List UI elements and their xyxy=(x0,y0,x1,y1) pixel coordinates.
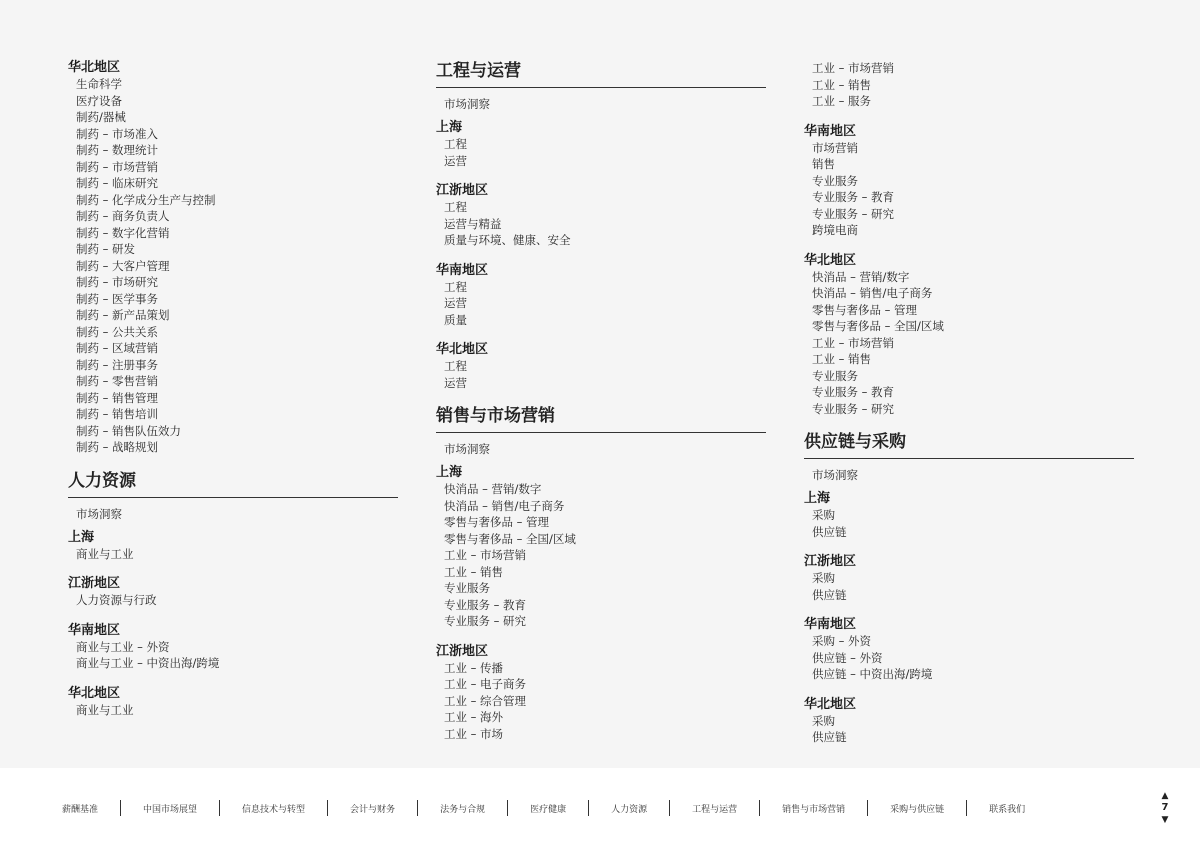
role-link[interactable]: 工业 – 市场营销 xyxy=(444,548,527,562)
role-link[interactable]: 制药 – 市场研究 xyxy=(76,275,159,289)
role-link[interactable]: 零售与奢侈品 – 管理 xyxy=(812,302,918,317)
role-link[interactable]: 商业与工业 – 中资出海/跨境 xyxy=(76,656,220,670)
role-link[interactable]: 人力资源与行政 xyxy=(76,593,157,607)
role-list xyxy=(68,76,398,456)
role-link[interactable]: 工程 xyxy=(444,359,467,373)
role-link[interactable]: 专业服务 – 教育 xyxy=(812,385,895,399)
region-title: 江浙地区 xyxy=(436,183,489,198)
role-link[interactable]: 制药 – 医学事务 xyxy=(76,291,159,306)
market-insight-link[interactable]: 市场洞察 xyxy=(812,468,858,482)
region-block xyxy=(68,686,398,719)
role-link[interactable]: 专业服务 – 研究 xyxy=(812,206,895,221)
region-block xyxy=(436,465,766,630)
footer-nav-item[interactable]: 人力资源 xyxy=(611,804,648,815)
role-link[interactable]: 工业 – 销售 xyxy=(444,564,504,579)
role-link[interactable]: 制药 – 市场准入 xyxy=(76,126,159,141)
role-link[interactable]: 商业与工业 xyxy=(76,546,134,561)
role-link[interactable]: 专业服务 xyxy=(444,581,490,595)
role-list xyxy=(436,481,766,630)
role-link[interactable]: 制药 – 战略规划 xyxy=(76,440,159,454)
region-block xyxy=(804,124,1134,239)
region-title: 华南地区 xyxy=(436,262,489,278)
role-link[interactable]: 工业 – 海外 xyxy=(444,710,504,724)
role-link[interactable]: 工程 xyxy=(444,279,467,294)
role-link[interactable]: 专业服务 – 教育 xyxy=(812,190,895,204)
footer-nav-item[interactable]: 采购与供应链 xyxy=(890,804,945,815)
role-list xyxy=(436,136,766,169)
role-list xyxy=(436,199,766,249)
role-link[interactable]: 采购 xyxy=(812,508,835,522)
footer-nav-item[interactable]: 法务与合规 xyxy=(440,804,486,815)
role-link[interactable]: 生命科学 xyxy=(76,77,122,91)
role-link[interactable]: 质量与环境、健康、安全 xyxy=(444,233,571,247)
region-title: 上海 xyxy=(436,120,463,135)
page-number: 7 xyxy=(1161,802,1169,813)
region-title: 上海 xyxy=(68,529,95,545)
role-link[interactable]: 制药/器械 xyxy=(76,110,126,124)
section-title: 销售与市场营销 xyxy=(436,405,766,433)
role-list xyxy=(804,507,1134,540)
role-list xyxy=(436,279,766,329)
role-link[interactable]: 快消品 – 营销/数字 xyxy=(812,269,910,284)
role-link[interactable]: 工业 – 服务 xyxy=(812,94,872,108)
role-link[interactable]: 供应链 xyxy=(812,730,847,744)
page-up-icon[interactable]: ▲ xyxy=(1161,791,1169,801)
role-link[interactable]: 工业 – 传播 xyxy=(444,660,504,675)
region-title: 华北地区 xyxy=(68,685,121,701)
footer-nav-item[interactable]: 信息技术与转型 xyxy=(242,804,306,815)
role-link[interactable]: 制药 – 销售队伍效力 xyxy=(76,423,182,438)
region-block xyxy=(436,342,766,391)
region-title: 华北地区 xyxy=(436,342,489,357)
role-link[interactable]: 专业服务 – 研究 xyxy=(812,401,895,416)
market-insight-link[interactable]: 市场洞察 xyxy=(444,97,490,111)
role-list xyxy=(804,570,1134,603)
region-block xyxy=(804,554,1134,603)
role-list xyxy=(68,546,398,563)
role-list xyxy=(436,358,766,391)
role-link[interactable]: 工程 xyxy=(444,137,467,151)
role-link[interactable]: 供应链 – 中资出海/跨境 xyxy=(812,667,933,681)
role-link[interactable]: 专业服务 – 研究 xyxy=(444,614,527,628)
footer-nav-item[interactable]: 联系我们 xyxy=(989,804,1026,815)
role-link[interactable]: 制药 – 市场营销 xyxy=(76,159,159,174)
market-insight-link[interactable]: 市场洞察 xyxy=(76,506,122,521)
column-left xyxy=(68,60,398,732)
role-list xyxy=(436,660,766,743)
role-link[interactable]: 采购 xyxy=(812,571,835,585)
footer-bar xyxy=(0,768,1200,849)
column-middle xyxy=(436,60,766,756)
footer-nav-item[interactable]: 薪酬基准 xyxy=(62,804,99,815)
role-link[interactable]: 工业 – 市场 xyxy=(444,726,504,741)
role-link[interactable]: 快消品 – 销售/电子商务 xyxy=(812,286,933,300)
role-link[interactable]: 销售 xyxy=(812,157,835,171)
role-link[interactable]: 工业 – 市场营销 xyxy=(812,335,895,350)
role-link[interactable]: 工业 – 销售 xyxy=(812,352,872,366)
page-pager xyxy=(1156,790,1174,826)
region-block xyxy=(68,530,398,563)
role-link[interactable]: 专业服务 xyxy=(812,173,858,188)
role-link[interactable]: 快消品 – 销售/电子商务 xyxy=(444,498,565,513)
footer-nav-item[interactable]: 会计与财务 xyxy=(350,804,396,815)
region-title: 江浙地区 xyxy=(436,643,489,659)
section-title: 人力资源 xyxy=(68,470,398,498)
region-title: 华北地区 xyxy=(804,252,857,268)
footer-nav-item[interactable]: 中国市场展望 xyxy=(143,804,198,815)
column-right xyxy=(804,60,1134,760)
role-list xyxy=(68,592,398,609)
role-link[interactable]: 工业 – 综合管理 xyxy=(444,693,527,708)
region-block xyxy=(804,697,1134,746)
role-list xyxy=(804,713,1134,746)
footer-nav xyxy=(40,800,1047,816)
role-link[interactable]: 制药 – 大客户管理 xyxy=(76,258,170,273)
region-block xyxy=(436,644,766,743)
role-link[interactable]: 采购 xyxy=(812,713,835,728)
role-link[interactable]: 制药 – 数理统计 xyxy=(76,143,159,157)
role-link[interactable]: 市场营销 xyxy=(812,140,858,155)
role-link[interactable]: 制药 – 商务负责人 xyxy=(76,209,170,223)
role-link[interactable]: 运营与精益 xyxy=(444,216,502,231)
role-link[interactable]: 工业 – 销售 xyxy=(812,77,872,92)
role-link[interactable]: 运营 xyxy=(444,296,467,310)
footer-nav-item[interactable]: 医疗健康 xyxy=(530,804,567,815)
role-link[interactable]: 零售与奢侈品 – 全国/区域 xyxy=(444,531,576,546)
role-link[interactable]: 运营 xyxy=(444,375,467,390)
role-link[interactable]: 供应链 – 外资 xyxy=(812,650,883,665)
role-link[interactable]: 制药 – 临床研究 xyxy=(76,176,159,190)
role-link[interactable]: 跨境电商 xyxy=(812,223,858,237)
region-block xyxy=(436,263,766,329)
role-list xyxy=(68,702,398,719)
region-block xyxy=(68,60,398,456)
role-link[interactable]: 专业服务 – 教育 xyxy=(444,597,527,612)
role-link[interactable]: 运营 xyxy=(444,153,467,168)
role-link[interactable]: 快消品 – 营销/数字 xyxy=(444,482,542,496)
region-title: 上海 xyxy=(804,491,831,506)
role-link[interactable]: 制药 – 销售管理 xyxy=(76,390,159,405)
region-title: 华北地区 xyxy=(68,60,121,75)
role-link[interactable]: 商业与工业 xyxy=(76,702,134,717)
region-title: 江浙地区 xyxy=(804,554,857,569)
role-link[interactable]: 零售与奢侈品 – 管理 xyxy=(444,515,550,529)
role-link[interactable]: 工程 xyxy=(444,200,467,214)
region-block xyxy=(804,617,1134,683)
role-list xyxy=(804,140,1134,239)
market-insight-link[interactable]: 市场洞察 xyxy=(444,442,490,456)
footer-nav-item[interactable]: 销售与市场营销 xyxy=(782,804,846,815)
role-link[interactable]: 商业与工业 – 外资 xyxy=(76,639,170,654)
role-link[interactable]: 采购 – 外资 xyxy=(812,634,872,648)
section-title: 供应链与采购 xyxy=(804,431,1134,459)
region-block xyxy=(68,623,398,672)
role-list xyxy=(68,639,398,672)
region-title: 江浙地区 xyxy=(68,576,121,591)
role-link[interactable]: 制药 – 零售营销 xyxy=(76,374,159,388)
region-block xyxy=(436,120,766,169)
region-title: 华南地区 xyxy=(804,123,857,139)
footer-nav-item[interactable]: 工程与运营 xyxy=(692,804,738,815)
region-block xyxy=(804,491,1134,540)
section-title: 工程与运营 xyxy=(436,60,766,88)
role-link[interactable]: 制药 – 数字化营销 xyxy=(76,225,170,240)
page-down-icon[interactable]: ▼ xyxy=(1161,815,1169,825)
region-block xyxy=(804,253,1134,418)
role-link[interactable]: 供应链 xyxy=(812,587,847,602)
role-list xyxy=(804,60,1134,110)
region-block xyxy=(68,576,398,609)
role-link[interactable]: 专业服务 xyxy=(812,368,858,383)
region-block xyxy=(436,183,766,249)
role-link[interactable]: 制药 – 区域营销 xyxy=(76,341,159,355)
region-title: 华南地区 xyxy=(68,622,121,638)
region-block xyxy=(804,60,1134,110)
role-link[interactable]: 医疗设备 xyxy=(76,93,122,108)
role-link[interactable]: 工业 – 市场营销 xyxy=(812,61,895,75)
role-link[interactable]: 零售与奢侈品 – 全国/区域 xyxy=(812,319,944,333)
role-link[interactable]: 工业 – 电子商务 xyxy=(444,677,527,691)
region-title: 上海 xyxy=(436,465,463,480)
role-link[interactable]: 制药 – 研发 xyxy=(76,242,136,256)
role-list xyxy=(804,633,1134,683)
role-link[interactable]: 制药 – 注册事务 xyxy=(76,357,159,372)
region-title: 华北地区 xyxy=(804,696,857,712)
role-link[interactable]: 制药 – 化学成分生产与控制 xyxy=(76,192,216,207)
role-list xyxy=(804,269,1134,418)
region-title: 华南地区 xyxy=(804,617,857,632)
role-link[interactable]: 质量 xyxy=(444,312,467,327)
role-link[interactable]: 制药 – 公共关系 xyxy=(76,324,159,339)
role-link[interactable]: 制药 – 销售培训 xyxy=(76,407,159,421)
role-link[interactable]: 制药 – 新产品策划 xyxy=(76,308,170,322)
role-link[interactable]: 供应链 xyxy=(812,524,847,539)
